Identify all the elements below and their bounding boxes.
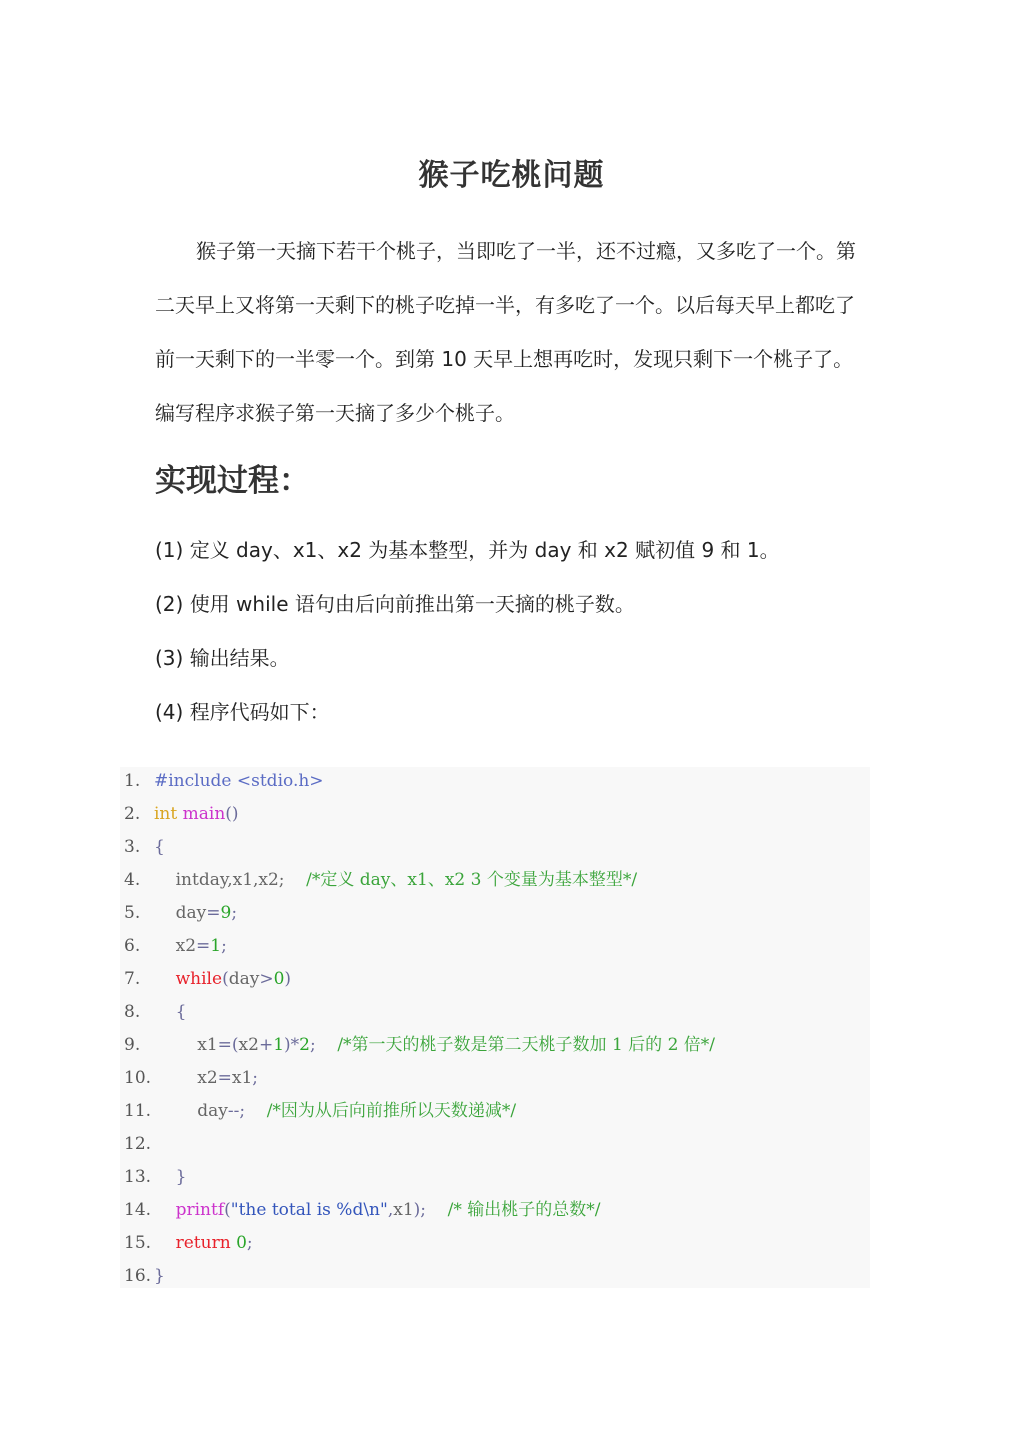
code-line: [120, 998, 870, 1031]
code-token: #include <stdio.h>: [154, 771, 324, 791]
code-line: [120, 1229, 870, 1262]
code-token: }: [154, 1167, 187, 1187]
code-token: day: [228, 969, 260, 989]
line-number: 4.: [124, 870, 141, 890]
code-comment: /*定义 day、x1、x2 3 个变量为基本整型*/: [284, 870, 638, 890]
code-token: (: [224, 1200, 231, 1220]
code-token: return: [154, 1233, 231, 1253]
code-line: [120, 1064, 870, 1097]
section-heading: 实现过程：: [155, 463, 310, 499]
code-token: ;: [221, 936, 227, 956]
code-line: [120, 767, 870, 800]
line-number: 5.: [124, 903, 141, 923]
line-number: 7.: [124, 969, 141, 989]
step-item: (2) 使用 while 语句由后向前推出第一天摘的桃子数。: [155, 592, 635, 616]
code-token: (: [222, 969, 229, 989]
code-token: ): [284, 969, 292, 989]
code-token: while: [154, 969, 223, 989]
line-number: 8.: [124, 1002, 141, 1022]
code-token: )*: [284, 1035, 300, 1055]
line-number: 15.: [124, 1233, 152, 1253]
code-token: );: [413, 1200, 427, 1220]
code-token: 1: [273, 1035, 285, 1055]
code-token: ,: [387, 1200, 394, 1220]
code-token: {: [154, 837, 165, 857]
code-line: [120, 800, 870, 833]
code-string: "the total is %d\n": [230, 1200, 388, 1220]
code-token: =: [196, 936, 211, 956]
code-comment: /* 输出桃子的总数*/: [426, 1200, 601, 1220]
code-token: x2: [238, 1035, 259, 1055]
line-number: 14.: [124, 1200, 152, 1220]
line-number: 12.: [124, 1134, 152, 1154]
step-item: (3) 输出结果。: [155, 646, 290, 670]
code-token: int: [154, 804, 178, 824]
code-line: [120, 1130, 870, 1163]
line-number: 3.: [124, 837, 141, 857]
step-item: (4) 程序代码如下：: [155, 700, 330, 724]
code-token: ;: [309, 1035, 316, 1055]
code-token: ;: [231, 903, 238, 923]
line-number: 1.: [124, 771, 141, 791]
code-line: [120, 1031, 870, 1064]
code-line: [120, 1163, 870, 1196]
line-number: 9.: [124, 1035, 141, 1055]
code-token: main: [177, 804, 226, 824]
code-block: [120, 767, 870, 1288]
code-token: --;: [227, 1101, 246, 1121]
code-token: ;: [246, 1233, 253, 1253]
page-title: 猴子吃桃问题: [418, 158, 605, 193]
line-number: 2.: [124, 804, 141, 824]
code-token: day: [154, 903, 207, 923]
code-token: 1: [210, 936, 222, 956]
code-comment: /*第一天的桃子数是第二天桃子数加 1 后的 2 倍*/: [315, 1035, 716, 1055]
code-token: 0: [273, 969, 285, 989]
code-line: [120, 866, 870, 899]
line-number: 13.: [124, 1167, 152, 1187]
code-token: =: [206, 903, 221, 923]
line-number: 10.: [124, 1068, 152, 1088]
code-token: x1: [231, 1068, 253, 1088]
code-token: day: [154, 1101, 228, 1121]
code-token: intday,x1,x2;: [154, 870, 285, 890]
code-token: +: [258, 1035, 274, 1055]
line-number: 11.: [124, 1101, 152, 1121]
code-token: >: [259, 969, 274, 989]
code-token: printf: [154, 1200, 225, 1220]
code-line: [120, 965, 870, 998]
code-line: [120, 932, 870, 965]
code-token: ;: [252, 1068, 259, 1088]
code-comment: /*因为从后向前推所以天数递减*/: [245, 1101, 517, 1121]
code-token: {: [154, 1002, 187, 1022]
code-token: (): [225, 804, 239, 824]
line-number: 16.: [124, 1266, 152, 1286]
code-token: x2: [154, 936, 197, 956]
code-token: 2: [299, 1035, 310, 1055]
line-number: 6.: [124, 936, 141, 956]
code-token: 0: [230, 1233, 247, 1253]
code-line: [120, 833, 870, 866]
step-list: [155, 530, 867, 746]
code-line: [120, 1262, 870, 1295]
code-token: =(: [217, 1035, 239, 1055]
code-token: 9: [220, 903, 232, 923]
code-token: x1: [154, 1035, 218, 1055]
code-token: x1: [393, 1200, 414, 1220]
code-token: x2: [154, 1068, 218, 1088]
code-token: }: [154, 1266, 165, 1286]
code-line: [120, 1196, 870, 1229]
code-line: [120, 899, 870, 932]
code-line: [120, 1097, 870, 1130]
problem-description: 猴子第一天摘下若干个桃子，当即吃了一半，还不过瘾，又多吃了一个。第二天早上又将第一天剩下的桃子吃掉一半，有多吃了一个。以后每天早上都吃了前一天剩下的一半零一个。到第 10 天早上想再吃时，发现只剩下一个桃子了。编写程序求猴子第一天摘了多少个桃子。: [155, 239, 856, 425]
code-token: =: [217, 1068, 232, 1088]
step-item: (1) 定义 day、x1、x2 为基本整型，并为 day 和 x2 赋初值 9 和 1。: [155, 538, 780, 562]
